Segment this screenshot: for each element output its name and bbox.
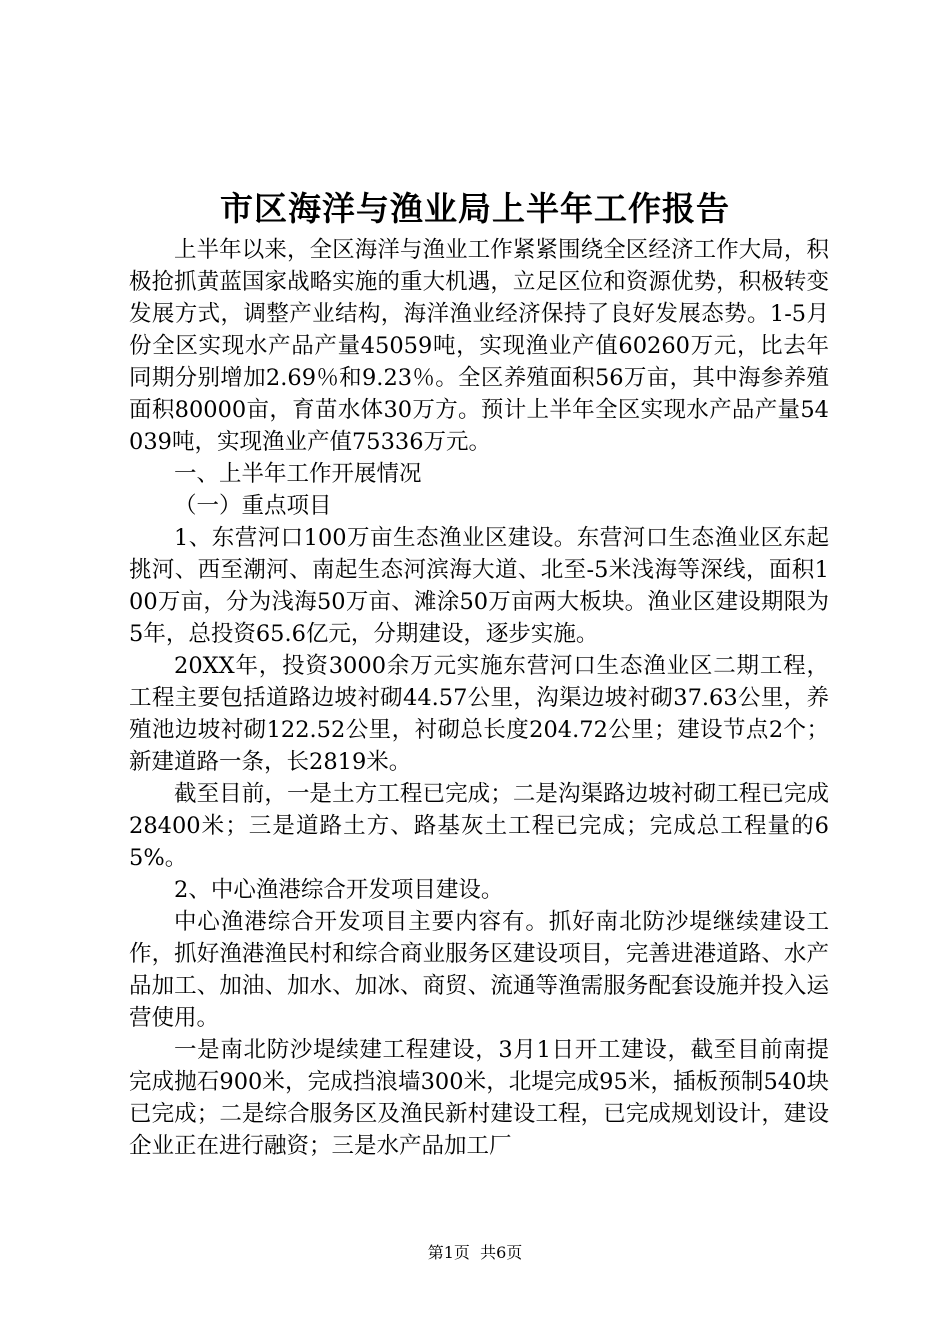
paragraph-project-2-progress: 一是南北防沙堤续建工程建设，3月1日开工建设，截至目前南提完成抛石900米，完成挡浪墙300米，北堤完成95米，插板预制540块已完成；二是综合服务区及渔民新村建设工程，已完成规划设计，建设企业正在进行融资；三是水产品加工厂 [129, 1037, 829, 1159]
paragraph-phase-2: 20XX年，投资3000余万元实施东营河口生态渔业区二期工程，工程主要包括道路边坡衬砌44.57公里，沟渠边坡衬砌37.63公里，养殖池边坡衬砌122.52公里，衬砌总长度204.72公里；建设节点2个；新建道路一条，长2819米。 [129, 653, 829, 775]
document-title: 市区海洋与渔业局上半年工作报告 [220, 189, 730, 228]
paragraph-project-1: 1、东营河口100万亩生态渔业区建设。东营河口生态渔业区东起挑河、西至潮河、南起生态河滨海大道、北至-5米浅海等深线，面积100万亩，分为浅海50万亩、滩涂50万亩两大板块。渔业区建设期限为5年，总投资65.6亿元，分期建设，逐步实施。 [129, 525, 829, 647]
paragraph-project-2-heading: 2、中心渔港综合开发项目建设。 [174, 877, 504, 903]
document-body [129, 234, 829, 1162]
subsection-heading-1: （一）重点项目 [174, 493, 332, 519]
section-heading-1: 一、上半年工作开展情况 [174, 461, 422, 487]
paragraph-intro: 上半年以来，全区海洋与渔业工作紧紧围绕全区经济工作大局，积极抢抓黄蓝国家战略实施的重大机遇，立足区位和资源优势，积极转变发展方式，调整产业结构，海洋渔业经济保持了良好发展态势。1-5月份全区实现水产品产量45059吨，实现渔业产值60260万元，比去年同期分别增加2.69％和9.23％。全区养殖面积56万亩，其中海参养殖面积80000亩，育苗水体30万方。预计上半年全区实现水产品产量54039吨，实现渔业产值75336万元。 [129, 237, 829, 455]
paragraph-project-2-content: 中心渔港综合开发项目主要内容有。抓好南北防沙堤继续建设工作，抓好渔港渔民村和综合商业服务区建设项目，完善进港道路、水产品加工、加油、加水、加冰、商贸、流通等渔需服务配套设施并投入运营使用。 [129, 909, 829, 1031]
paragraph-progress: 截至目前，一是土方工程已完成；二是沟渠路边坡衬砌工程已完成28400米；三是道路土方、路基灰土工程已完成；完成总工程量的65%。 [129, 781, 829, 871]
page-footer: 第1页 共6页 [427, 1243, 523, 1262]
